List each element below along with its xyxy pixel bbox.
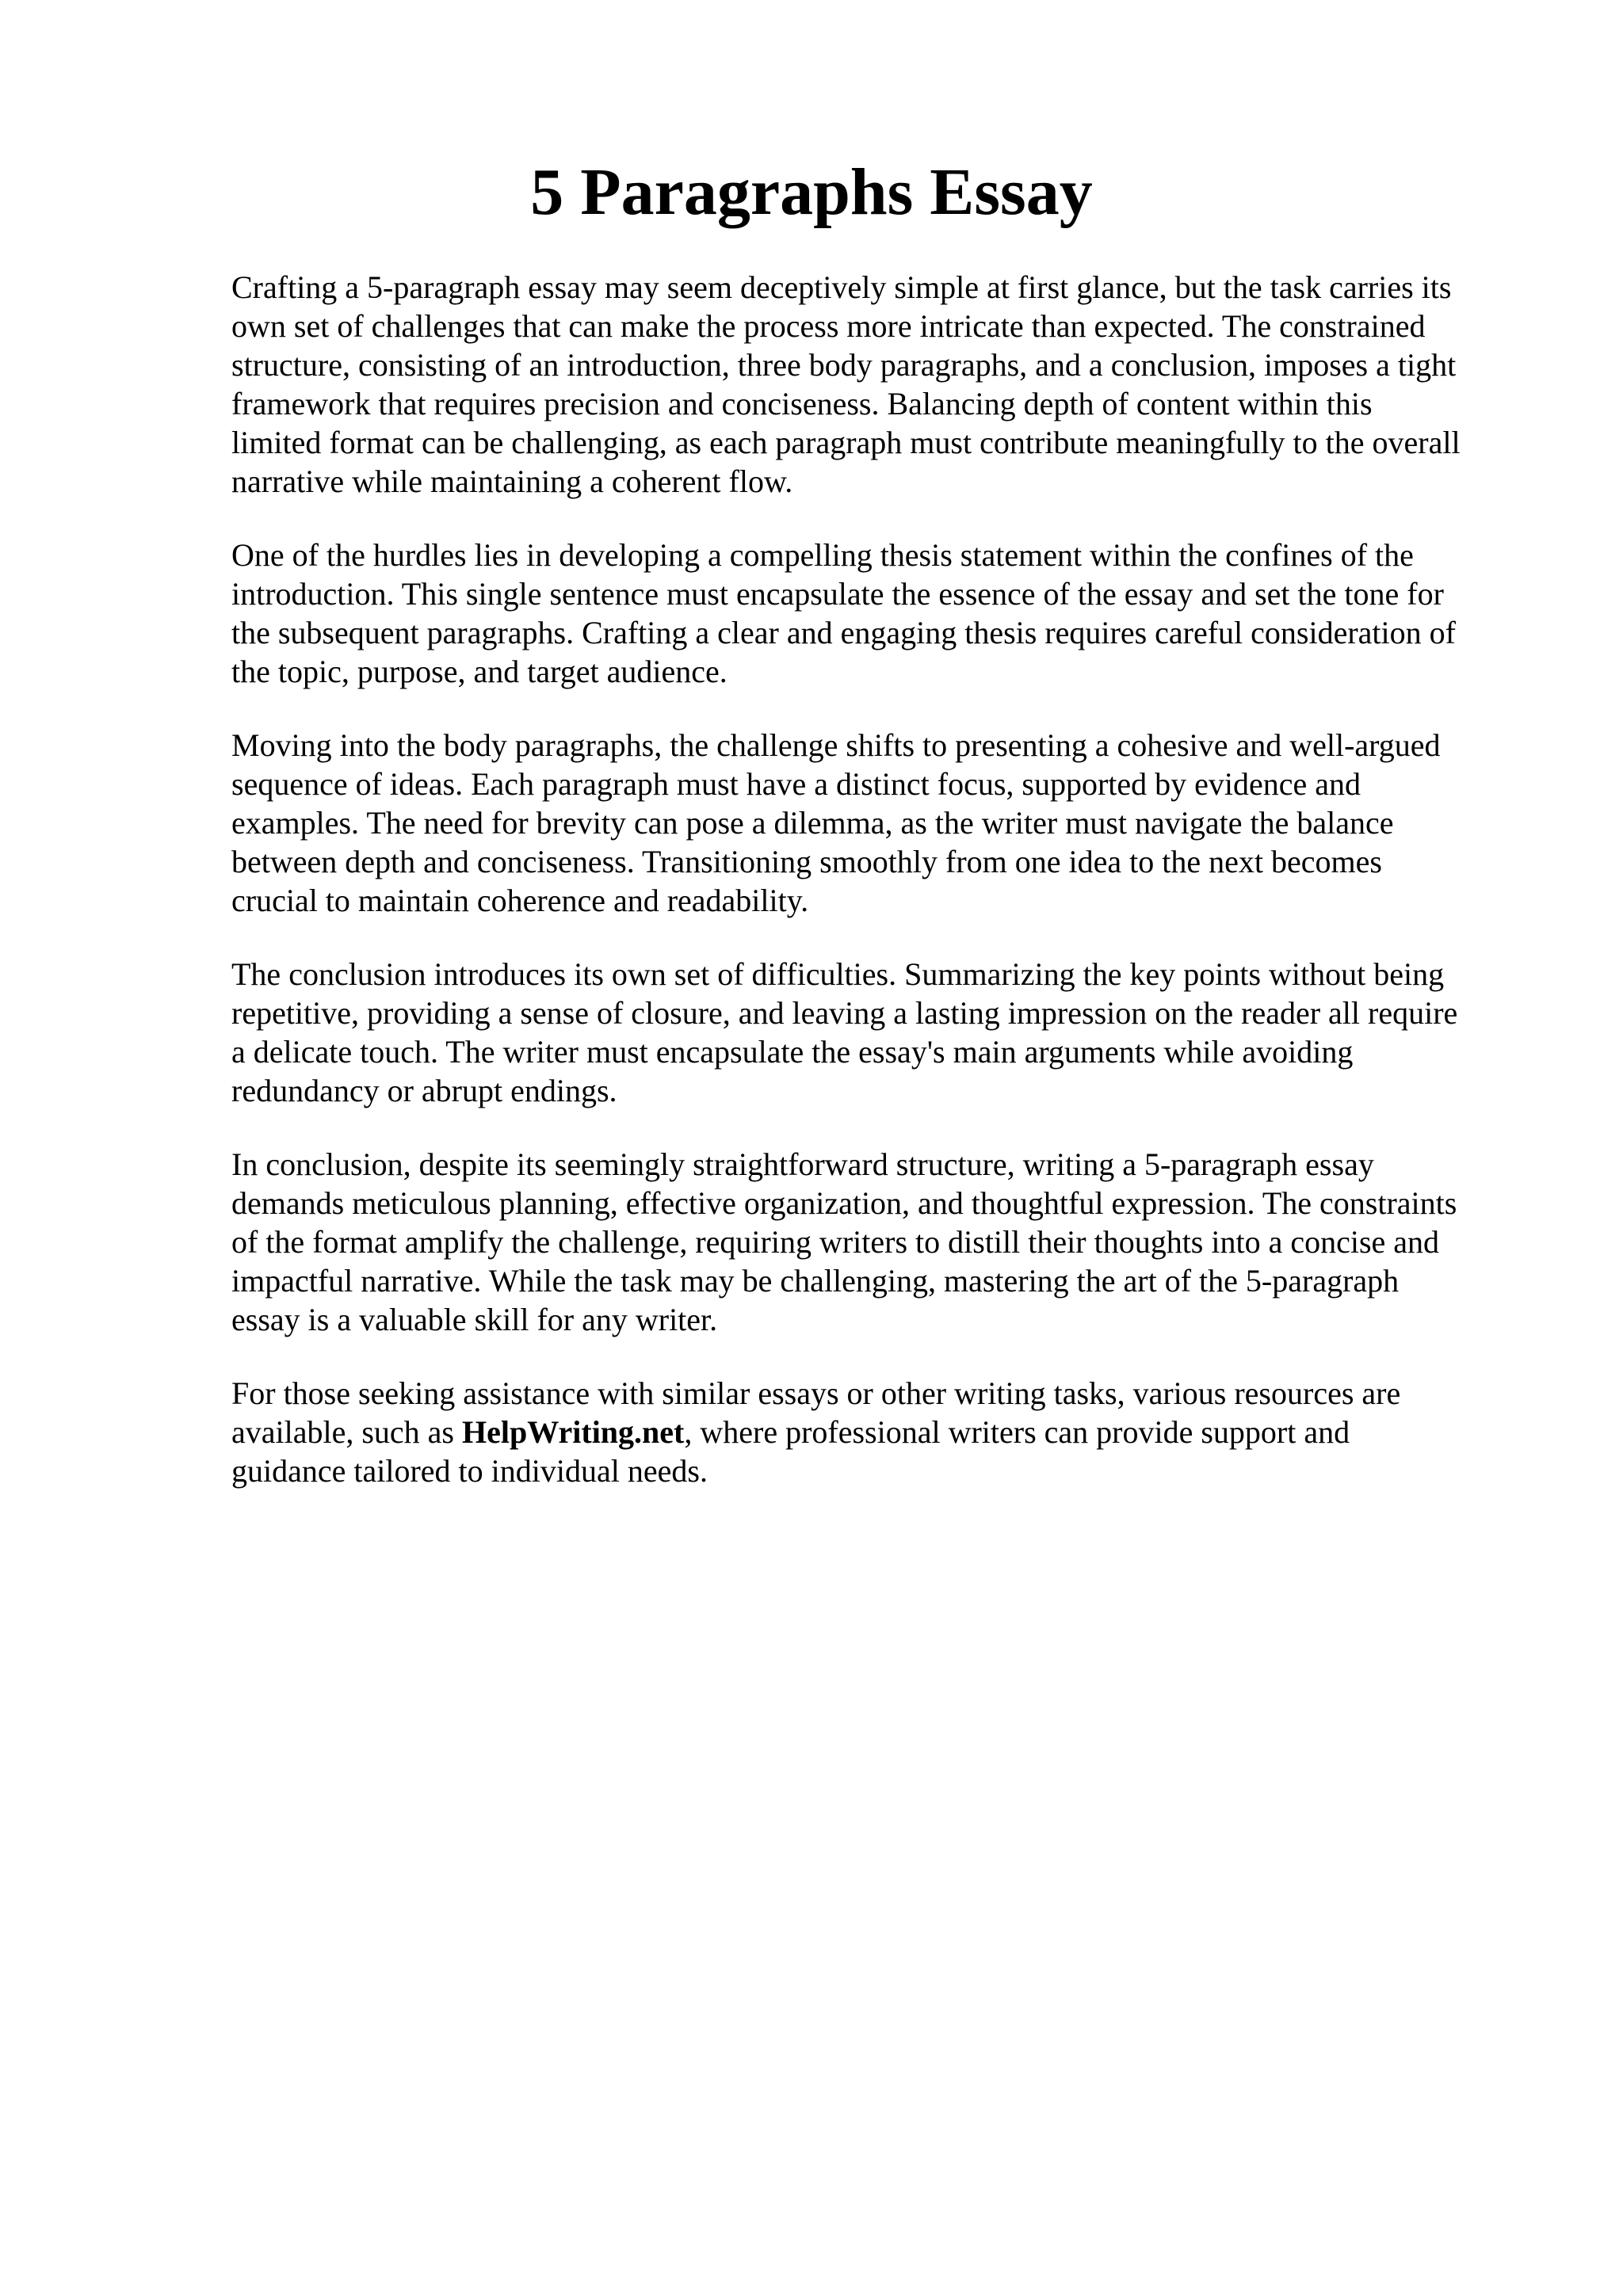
text-line	[231, 1413, 1531, 1451]
brand-link-helpwriting[interactable]: HelpWriting.net	[462, 1414, 685, 1450]
paragraph-5	[231, 1145, 1531, 1339]
text-line: repetitive, providing a sense of closure, and leaving a lasting impression on the reader all require	[231, 995, 1458, 1031]
text-line: own set of challenges that can make the process more intricate than expected. The constrained	[231, 308, 1426, 344]
text-line: One of the hurdles lies in developing a compelling thesis statement within the confines of the	[231, 537, 1414, 573]
paragraph-3	[231, 726, 1531, 920]
text-line: limited format can be challenging, as each paragraph must contribute meaningfully to the overall	[231, 425, 1461, 460]
text-fragment: , where professional writers can provide support and	[684, 1414, 1350, 1450]
text-line: of the format amplify the challenge, requiring writers to distill their thoughts into a concise and	[231, 1224, 1440, 1260]
text-line: crucial to maintain coherence and readability.	[231, 883, 809, 918]
text-line: impactful narrative. While the task may be challenging, mastering the art of the 5-paragraph	[231, 1263, 1400, 1299]
text-line: redundancy or abrupt endings.	[231, 1073, 617, 1108]
text-line: between depth and conciseness. Transitioning smoothly from one idea to the next becomes	[231, 844, 1382, 879]
page-title: 5 Paragraphs Essay	[530, 155, 1093, 229]
text-line: examples. The need for brevity can pose a dilemma, as the writer must navigate the balance	[231, 805, 1394, 841]
text-line: demands meticulous planning, effective organization, and thoughtful expression. The constraints	[231, 1185, 1457, 1221]
closing-paragraph	[231, 1374, 1531, 1490]
text-line: framework that requires precision and conciseness. Balancing depth of content within this	[231, 386, 1373, 421]
text-line: For those seeking assistance with similar essays or other writing tasks, various resources are	[231, 1375, 1401, 1411]
text-line: the subsequent paragraphs. Crafting a clear and engaging thesis requires careful consideration of	[231, 615, 1456, 650]
essay-body	[231, 268, 1531, 1525]
paragraph-1	[231, 268, 1531, 501]
text-line: Moving into the body paragraphs, the challenge shifts to presenting a cohesive and well-argued	[231, 727, 1441, 763]
text-line: In conclusion, despite its seemingly straightforward structure, writing a 5-paragraph essay	[231, 1146, 1374, 1182]
text-line: essay is a valuable skill for any writer.	[231, 1302, 718, 1337]
text-line: The conclusion introduces its own set of difficulties. Summarizing the key points without being	[231, 956, 1445, 992]
text-fragment: available, such as	[231, 1414, 462, 1450]
text-line: guidance tailored to individual needs.	[231, 1453, 708, 1489]
text-line: narrative while maintaining a coherent flow.	[231, 463, 793, 499]
text-line: introduction. This single sentence must encapsulate the essence of the essay and set the tone for	[231, 576, 1444, 612]
text-line: a delicate touch. The writer must encapsulate the essay's main arguments while avoiding	[231, 1034, 1354, 1070]
text-line: Crafting a 5-paragraph essay may seem deceptively simple at first glance, but the task carries its	[231, 269, 1452, 305]
paragraph-2	[231, 536, 1531, 691]
text-line: structure, consisting of an introduction, three body paragraphs, and a conclusion, imposes a tight	[231, 347, 1457, 383]
paragraph-4	[231, 955, 1531, 1110]
text-line: sequence of ideas. Each paragraph must have a distinct focus, supported by evidence and	[231, 766, 1361, 802]
text-line: the topic, purpose, and target audience.	[231, 654, 727, 689]
